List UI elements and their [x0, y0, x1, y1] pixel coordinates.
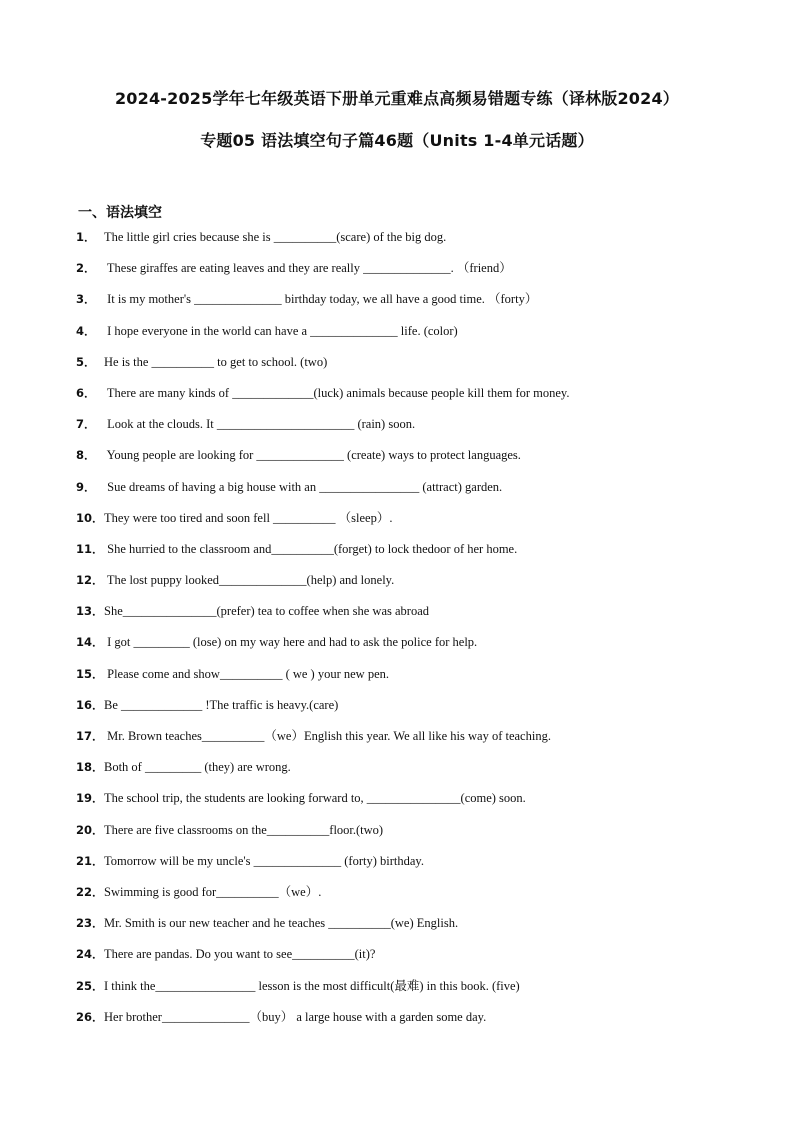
question-item — [76, 944, 570, 975]
question-number: 18． — [76, 760, 104, 775]
question-number: 11． — [76, 541, 104, 556]
question-number: 20． — [76, 822, 104, 837]
question-item — [76, 383, 570, 414]
question-number: 6． — [76, 385, 96, 400]
question-number: 3． — [76, 292, 96, 307]
question-item — [76, 913, 570, 944]
document-title: 2024-2025学年七年级英语下册单元重难点高频易错题专练（译林版2024） — [114, 89, 680, 108]
question-text: I hope everyone in the world can have a ______________ life. (color) — [104, 323, 458, 338]
question-text: Mr. Brown teaches__________（we）English this year. We all like his way of teaching. — [104, 729, 551, 743]
question-text: They were too tired and soon fell __________ （sleep）. — [104, 510, 393, 525]
question-item — [76, 757, 570, 788]
question-text: There are many kinds of _____________(luck) animals because people kill them for money. — [104, 385, 570, 400]
question-item — [76, 976, 570, 1007]
question-item — [76, 445, 570, 476]
question-item — [76, 820, 570, 851]
question-text: Young people are looking for ______________ (create) ways to protect languages. — [104, 448, 521, 463]
question-text: These giraffes are eating leaves and they are really ______________. （friend） — [104, 261, 512, 276]
question-number: 24． — [76, 947, 104, 962]
question-list — [76, 227, 570, 1038]
question-text: Tomorrow will be my uncle's ______________ (forty) birthday. — [104, 853, 424, 868]
question-text: There are pandas. Do you want to see__________(it)? — [104, 947, 376, 962]
question-text: Be _____________ !The traffic is heavy.(care) — [104, 697, 339, 712]
question-item — [76, 477, 570, 508]
question-number: 1． — [76, 230, 96, 244]
question-text: Look at the clouds. It ______________________ (rain) soon. — [104, 417, 416, 432]
question-number: 23． — [76, 916, 104, 931]
question-number: 12． — [76, 573, 104, 588]
question-text: The school trip, the students are looking forward to, _______________(come) soon. — [104, 791, 526, 806]
question-text: There are five classrooms on the__________floor.(two) — [104, 822, 384, 837]
question-item — [76, 632, 570, 663]
question-text: Sue dreams of having a big house with an ________________ (attract) garden. — [104, 479, 503, 494]
question-number: 7． — [76, 417, 96, 432]
question-text: Please come and show__________ ( we ) your new pen. — [104, 666, 390, 681]
question-item — [76, 258, 570, 289]
question-item — [76, 1007, 570, 1038]
question-number: 26． — [76, 1009, 104, 1024]
question-item — [76, 508, 570, 539]
question-item — [76, 289, 570, 320]
section-heading: 一、语法填空 — [78, 205, 162, 221]
question-number: 2． — [76, 261, 96, 276]
question-item — [76, 882, 570, 913]
question-item — [76, 788, 570, 819]
question-item — [76, 352, 570, 383]
question-text: Her brother______________（buy） a large house with a garden some day. — [104, 1009, 487, 1024]
question-number: 14． — [76, 635, 104, 650]
question-number: 15． — [76, 666, 104, 681]
question-text: Swimming is good for__________（we）. — [104, 884, 322, 899]
question-item — [76, 227, 570, 258]
question-number: 22． — [76, 884, 104, 899]
question-text: I got _________ (lose) on my way here and had to ask the police for help. — [104, 635, 478, 650]
question-text: She_______________(prefer) tea to coffee when she was abroad — [104, 604, 430, 619]
question-item — [76, 726, 570, 757]
question-text: The lost puppy looked______________(help) and lonely. — [104, 573, 395, 588]
question-number: 10． — [76, 510, 104, 525]
question-item — [76, 601, 570, 632]
document-subtitle: 专题05 语法填空句子篇46题（Units 1-4单元话题） — [200, 131, 594, 150]
question-text: He is the __________ to get to school. (two) — [104, 354, 328, 369]
question-number: 19． — [76, 791, 104, 806]
question-item — [76, 570, 570, 601]
question-item — [76, 321, 570, 352]
question-number: 8． — [76, 448, 96, 463]
question-text: I think the________________ lesson is the most difficult(最难) in this book. (five) — [104, 978, 520, 993]
question-item — [76, 414, 570, 445]
question-text: Both of _________ (they) are wrong. — [104, 760, 291, 775]
question-text: The little girl cries because she is __________(scare) of the big dog. — [104, 230, 447, 244]
question-number: 16． — [76, 697, 104, 712]
question-item — [76, 851, 570, 882]
question-text: It is my mother's ______________ birthday today, we all have a good time. （forty） — [104, 292, 538, 307]
question-number: 25． — [76, 978, 104, 993]
question-number: 13． — [76, 604, 104, 619]
question-text: She hurried to the classroom and__________(forget) to lock thedoor of her home. — [104, 541, 518, 556]
question-item — [76, 664, 570, 695]
question-item — [76, 539, 570, 570]
question-number: 21． — [76, 853, 104, 868]
question-number: 17． — [76, 729, 104, 743]
question-item — [76, 695, 570, 726]
question-number: 4． — [76, 323, 96, 338]
question-number: 5． — [76, 354, 96, 369]
question-text: Mr. Smith is our new teacher and he teaches __________(we) English. — [104, 916, 459, 931]
question-number: 9． — [76, 479, 96, 494]
